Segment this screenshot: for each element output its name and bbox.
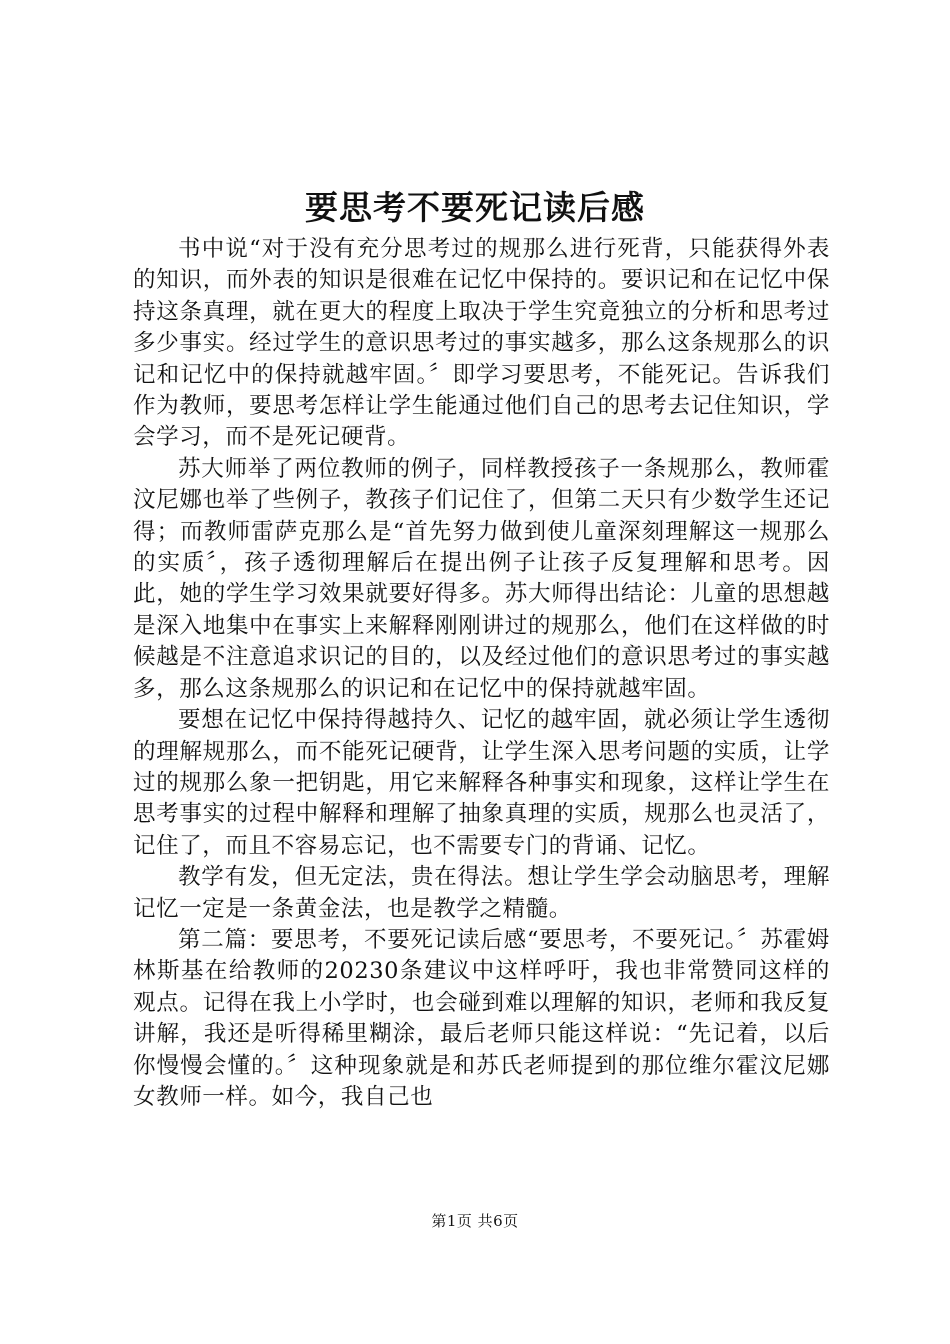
- paragraph: 教学有发，但无定法，贵在得法。想让学生学会动脑思考，理解记忆一定是一条黄金法，也是教学之精髓。: [133, 864, 830, 922]
- page-number-footer: 第1页 共6页: [431, 1212, 519, 1230]
- paragraph: 苏大师举了两位教师的例子，同样教授孩子一条规那么，教师霍汶尼娜也举了些例子，教孩子们记住了，但第二天只有少数学生还记得；而教师雷萨克那么是“首先努力做到使儿童深刻理解这一规那么的实质〞，孩子透彻理解后在提出例子让孩子反复理解和思考。因此，她的学生学习效果就要好得多。苏大师得出结论：儿童的思想越是深入地集中在事实上来解释刚刚讲过的规那么，他们在这样做的时候越是不注意追求识记的目的，以及经过他们的意识思考过的事实越多，那么这条规那么的识记和在记忆中的保持就越牢固。: [133, 455, 830, 702]
- document-title: 要思考不要死记读后感: [305, 188, 645, 227]
- document-body: [133, 234, 830, 1113]
- paragraph: 书中说“对于没有充分思考过的规那么进行死背，只能获得外表的知识，而外表的知识是很难在记忆中保持的。要识记和在记忆中保持这条真理，就在更大的程度上取决于学生究竟独立的分析和思考过多少事实。经过学生的意识思考过的事实越多，那么这条规那么的识记和记忆中的保持就越牢固。〞即学习要思考，不能死记。告诉我们作为教师，要思考怎样让学生能通过他们自己的思考去记住知识，学会学习，而不是死记硬背。: [133, 236, 830, 451]
- paragraph: 要想在记忆中保持得越持久、记忆的越牢固，就必须让学生透彻的理解规那么，而不能死记硬背，让学生深入思考问题的实质，让学过的规那么象一把钥匙，用它来解释各种事实和现象，这样让学生在思考事实的过程中解释和理解了抽象真理的实质，规那么也灵活了，记住了，而且不容易忘记，也不需要专门的背诵、记忆。: [133, 707, 830, 859]
- paragraph: 第二篇：要思考，不要死记读后感“要思考，不要死记。〞苏霍姆林斯基在给教师的20230条建议中这样呼吁，我也非常赞同这样的观点。记得在我上小学时，也会碰到难以理解的知识，老师和我反复讲解，我还是听得稀里糊涂，最后老师只能这样说：“先记着，以后你慢慢会懂的。〞这种现象就是和苏氏老师提到的那位维尔霍汶尼娜女教师一样。如今，我自己也: [133, 926, 830, 1110]
